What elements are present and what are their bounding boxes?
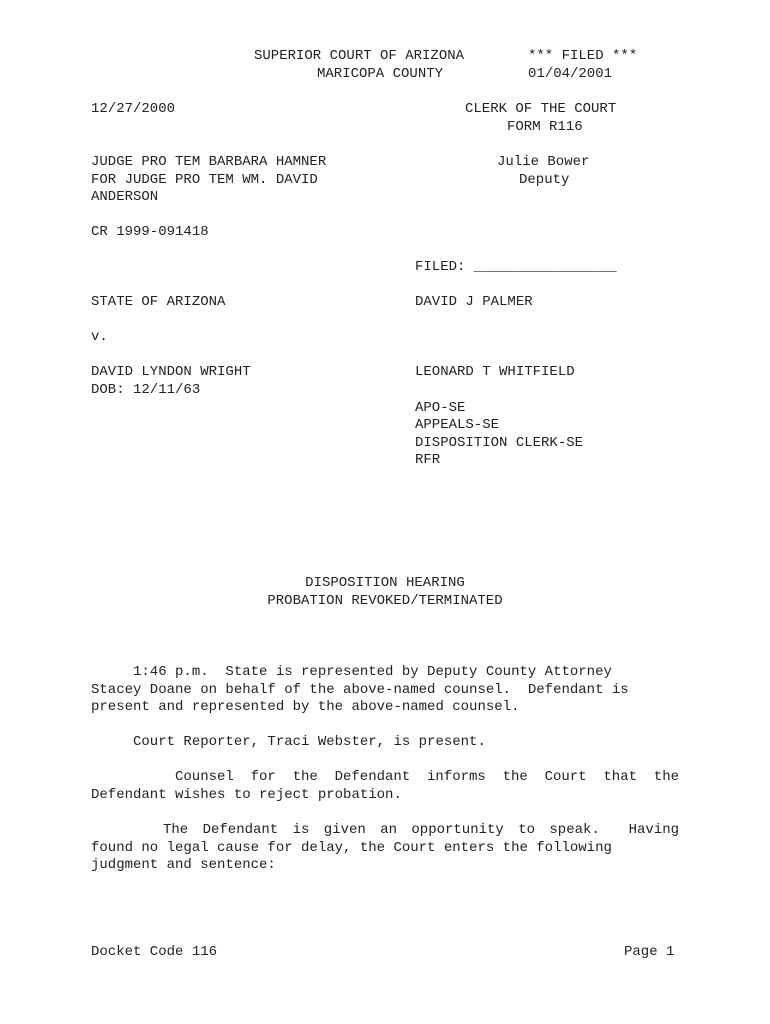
paragraph-line: judgment and sentence: xyxy=(91,857,276,873)
paragraph-line: 1:46 p.m. State is represented by Deputy County Attorney xyxy=(91,664,612,680)
paragraph-line: The Defendant is given an opportunity to speak. Having xyxy=(91,822,679,838)
distribution-item: DISPOSITION CLERK-SE xyxy=(415,435,584,451)
paragraph-line: present and represented by the above-named counsel. xyxy=(91,699,520,715)
judge-line-1: JUDGE PRO TEM BARBARA HAMNER xyxy=(91,154,327,170)
plaintiff-counsel: DAVID J PALMER xyxy=(415,294,533,310)
document-title: DISPOSITION HEARING xyxy=(305,575,465,591)
case-number: CR 1999-091418 xyxy=(91,224,209,240)
judge-line-3: ANDERSON xyxy=(91,189,159,205)
defendant: DAVID LYNDON WRIGHT xyxy=(91,364,251,380)
deputy-title: Deputy xyxy=(519,172,570,188)
paragraph-line: Stacey Doane on behalf of the above-named counsel. Defendant is xyxy=(91,681,629,698)
filed-date: 01/04/2001 xyxy=(528,66,613,82)
defendant-counsel: LEONARD T WHITFIELD xyxy=(415,364,575,380)
document-date: 12/27/2000 xyxy=(91,101,176,117)
distribution-item: APO-SE xyxy=(415,400,466,416)
filed-blank: FILED: _________________ xyxy=(415,259,617,275)
paragraph-line: Defendant wishes to reject probation. xyxy=(91,786,402,803)
paragraph-line: Counsel for the Defendant informs the Court that the xyxy=(91,769,679,785)
paragraph-line: Court Reporter, Traci Webster, is present. xyxy=(91,734,486,750)
plaintiff: STATE OF ARIZONA xyxy=(91,294,226,310)
versus: v. xyxy=(91,329,108,345)
form-number: FORM R116 xyxy=(507,119,583,135)
clerk-label: CLERK OF THE COURT xyxy=(465,101,617,117)
deputy-name: Julie Bower xyxy=(497,154,590,170)
paragraph-judgment xyxy=(91,822,679,875)
document-subtitle: PROBATION REVOKED/TERMINATED xyxy=(267,593,503,609)
paragraph-line: found no legal cause for delay, the Court enters the following xyxy=(91,839,612,856)
judge-line-2: FOR JUDGE PRO TEM WM. DAVID xyxy=(91,172,318,188)
court-name: SUPERIOR COURT OF ARIZONA xyxy=(254,48,465,64)
paragraph-reject-probation xyxy=(91,769,679,804)
paragraph-appearances xyxy=(91,664,679,717)
defendant-dob: DOB: 12/11/63 xyxy=(91,382,201,398)
page-number: Page 1 xyxy=(624,944,675,960)
distribution-item: RFR xyxy=(415,452,441,468)
filed-stamp: *** FILED *** xyxy=(528,48,638,64)
docket-code: Docket Code 116 xyxy=(91,944,218,960)
distribution-item: APPEALS-SE xyxy=(415,417,500,433)
county-name: MARICOPA COUNTY xyxy=(317,66,444,82)
paragraph-court-reporter xyxy=(91,734,679,752)
